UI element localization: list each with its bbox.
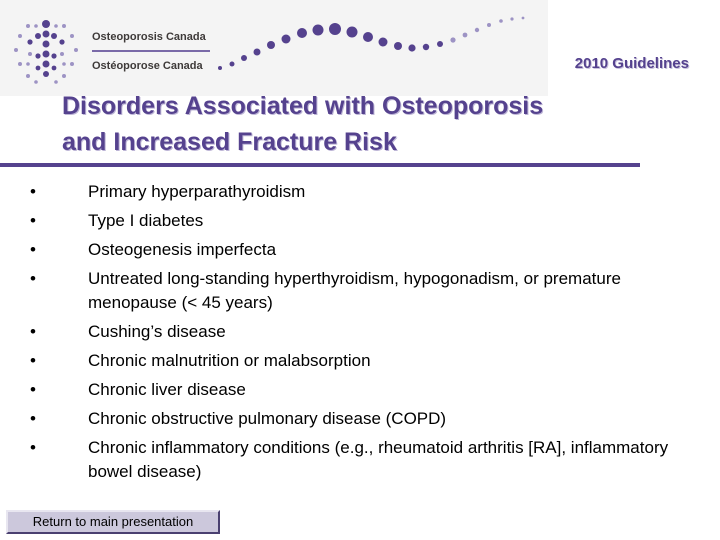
list-item-text: Cushing’s disease [88, 322, 226, 341]
list-item-text: Primary hyperparathyroidism [88, 182, 306, 201]
org-name-divider [92, 50, 210, 52]
decorative-dot-arc [214, 12, 534, 84]
list-item-text: Untreated long-standing hyperthyroidism, hypogonadism, or premature menopause (< 45 years) [88, 269, 621, 312]
org-name-french: Ostéoporose Canada [92, 60, 203, 72]
list-item [30, 209, 680, 233]
list-item-text: Chronic malnutrition or malabsorption [88, 351, 371, 370]
list-item [30, 238, 680, 262]
list-item-text: Type I diabetes [88, 211, 204, 230]
list-item-text: Osteogenesis imperfecta [88, 240, 277, 259]
title-divider [0, 163, 640, 167]
osteoporosis-canada-logo-icon [8, 14, 84, 90]
list-item-text: Chronic inflammatory conditions (e.g., rheumatoid arthritis [RA], inflammatory bowel disease) [88, 438, 669, 481]
page-title-line-1: Disorders Associated with Osteoporosis [62, 92, 544, 120]
bullet-icon: • [30, 322, 36, 341]
list-item-text: Chronic liver disease [88, 380, 246, 399]
bullet-icon: • [30, 380, 36, 399]
page-title-line-2: and Increased Fracture Risk [62, 128, 397, 156]
list-item [30, 407, 680, 431]
bullet-icon: • [30, 409, 36, 428]
guidelines-label: 2010 Guidelines [574, 55, 689, 72]
page-title [62, 88, 662, 160]
bullet-icon: • [30, 182, 36, 201]
list-item [30, 180, 680, 204]
bullet-icon: • [30, 438, 36, 457]
return-to-main-presentation-button[interactable]: Return to main presentation [6, 510, 220, 534]
bullet-icon: • [30, 240, 36, 259]
bullet-icon: • [30, 269, 36, 288]
list-item [30, 267, 680, 315]
org-name-english: Osteoporosis Canada [92, 31, 206, 43]
list-item [30, 436, 680, 484]
bullet-icon: • [30, 211, 36, 230]
list-item [30, 349, 680, 373]
disorders-list [30, 180, 680, 489]
list-item-text: Chronic obstructive pulmonary disease (COPD) [88, 409, 447, 428]
list-item [30, 320, 680, 344]
bullet-icon: • [30, 351, 36, 370]
list-item [30, 378, 680, 402]
